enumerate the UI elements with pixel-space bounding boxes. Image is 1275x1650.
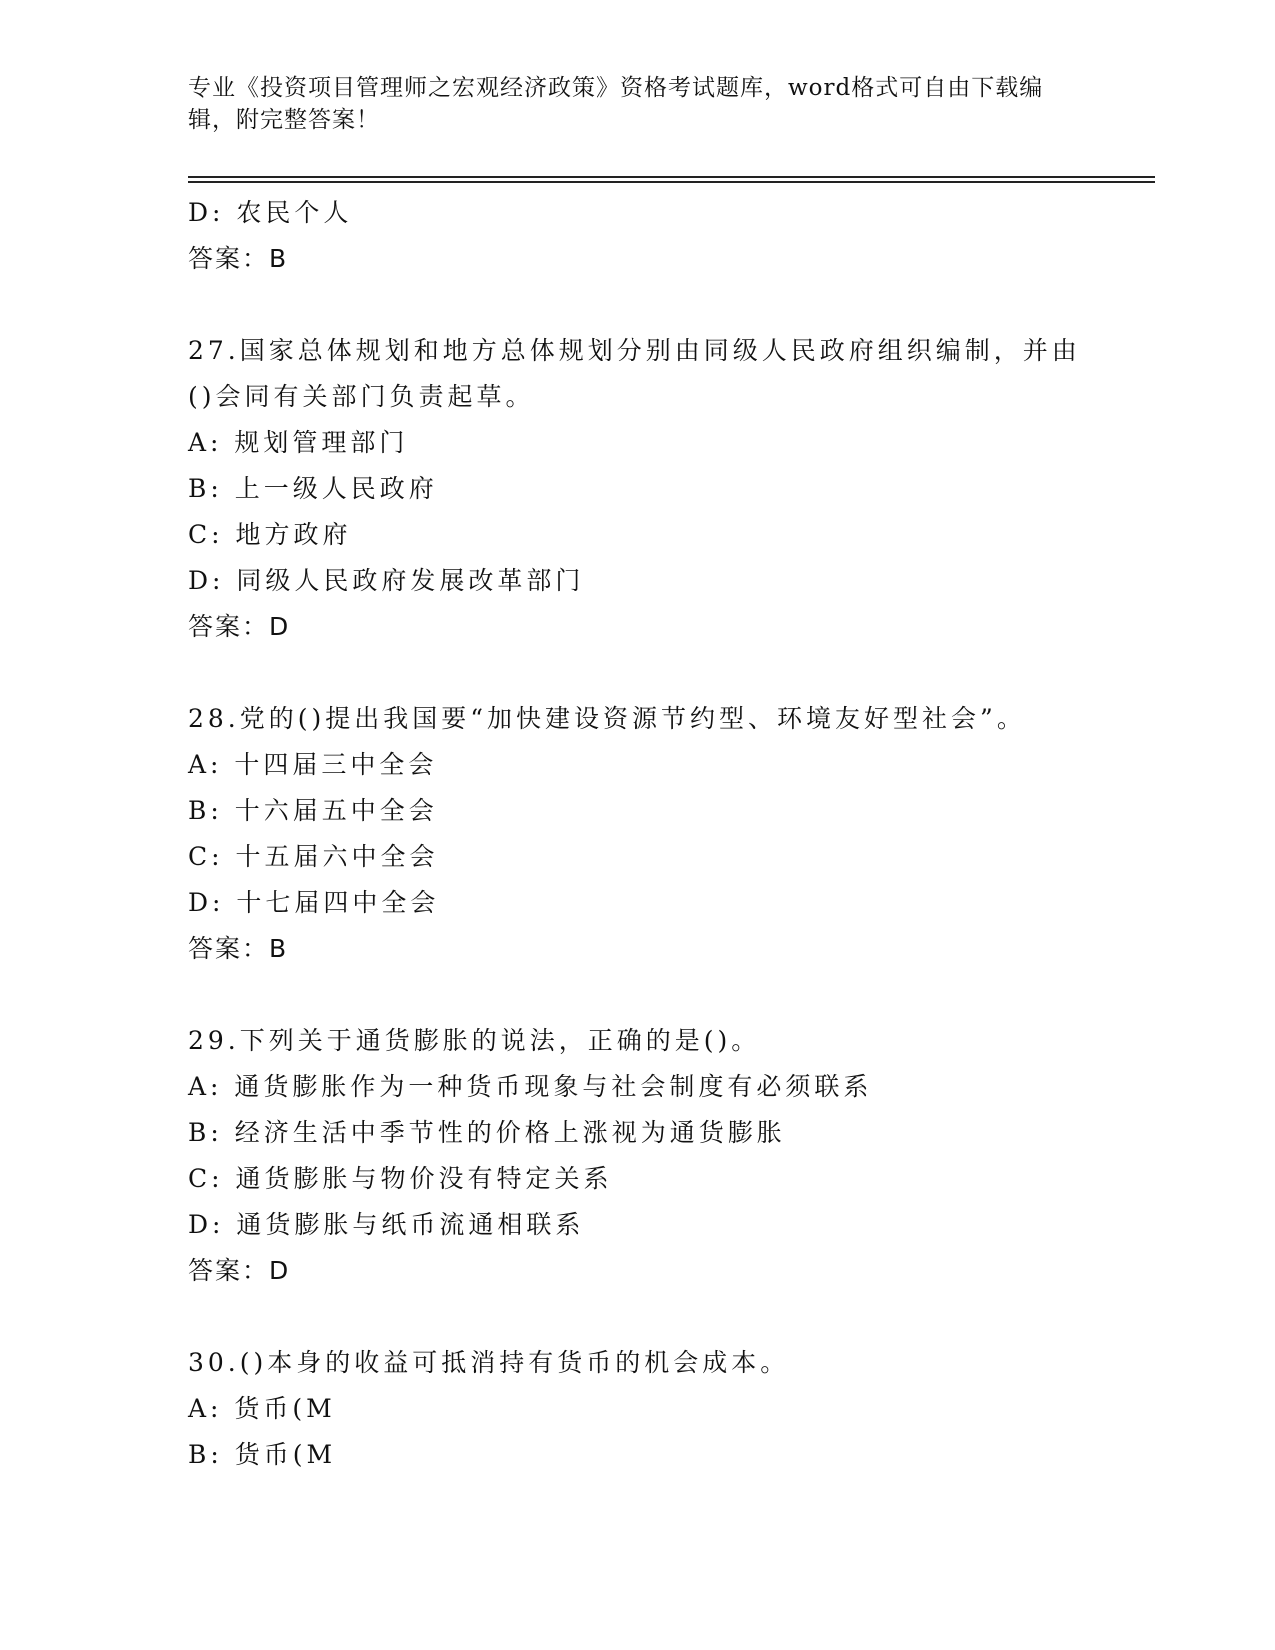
option-b: B: 十六届五中全会: [188, 796, 438, 825]
option-a: A: 货币(M: [188, 1394, 336, 1423]
option-c: C: 通货膨胀与物价没有特定关系: [188, 1164, 613, 1193]
option-a: A: 规划管理部门: [188, 428, 409, 457]
answer: 答案：D: [188, 1256, 291, 1285]
question-26-continuation: [188, 190, 1108, 282]
option-d: D: 十七届四中全会: [188, 888, 440, 917]
question-list: [188, 190, 1108, 1478]
answer: 答案：B: [188, 244, 289, 273]
question-spacer: [188, 972, 1108, 1018]
question-stem: 29.下列关于通货膨胀的说法，正确的是()。: [188, 1026, 761, 1055]
option-b: B: 货币(M: [188, 1440, 337, 1469]
header-text-line-2: 辑，附完整答案！: [188, 107, 380, 133]
header-divider-bottom: [188, 181, 1155, 183]
question-spacer: [188, 282, 1108, 328]
question-spacer: [188, 1294, 1108, 1340]
answer: 答案：D: [188, 612, 291, 641]
option-c: C: 地方政府: [188, 520, 352, 549]
question-stem: 28.党的()提出我国要“加快建设资源节约型、环境友好型社会”。: [188, 704, 1026, 733]
answer: 答案：B: [188, 934, 289, 963]
document-header: [188, 72, 1088, 136]
question-stem-continued: ()会同有关部门负责起草。: [188, 382, 535, 411]
question-spacer: [188, 650, 1108, 696]
option-d: D: 同级人民政府发展改革部门: [188, 566, 585, 595]
question-stem: 27.国家总体规划和地方总体规划分别由同级人民政府组织编制，并由: [188, 336, 1081, 365]
question-30: [188, 1340, 1108, 1478]
option-b: B: 经济生活中季节性的价格上涨视为通货膨胀: [188, 1118, 786, 1147]
option-a: A: 通货膨胀作为一种货币现象与社会制度有必须联系: [188, 1072, 873, 1101]
option-d: D: 通货膨胀与纸币流通相联系: [188, 1210, 585, 1239]
question-28: [188, 696, 1108, 972]
option-c: C: 十五届六中全会: [188, 842, 439, 871]
question-29: [188, 1018, 1108, 1294]
header-divider-top: [188, 176, 1155, 178]
question-27: [188, 328, 1108, 650]
option-d: D: 农民个人: [188, 198, 353, 227]
header-text-line-1: 专业《投资项目管理师之宏观经济政策》资格考试题库，word格式可自由下载编: [188, 75, 1044, 101]
option-a: A: 十四届三中全会: [188, 750, 438, 779]
question-stem: 30.()本身的收益可抵消持有货币的机会成本。: [188, 1348, 790, 1377]
option-b: B: 上一级人民政府: [188, 474, 438, 503]
